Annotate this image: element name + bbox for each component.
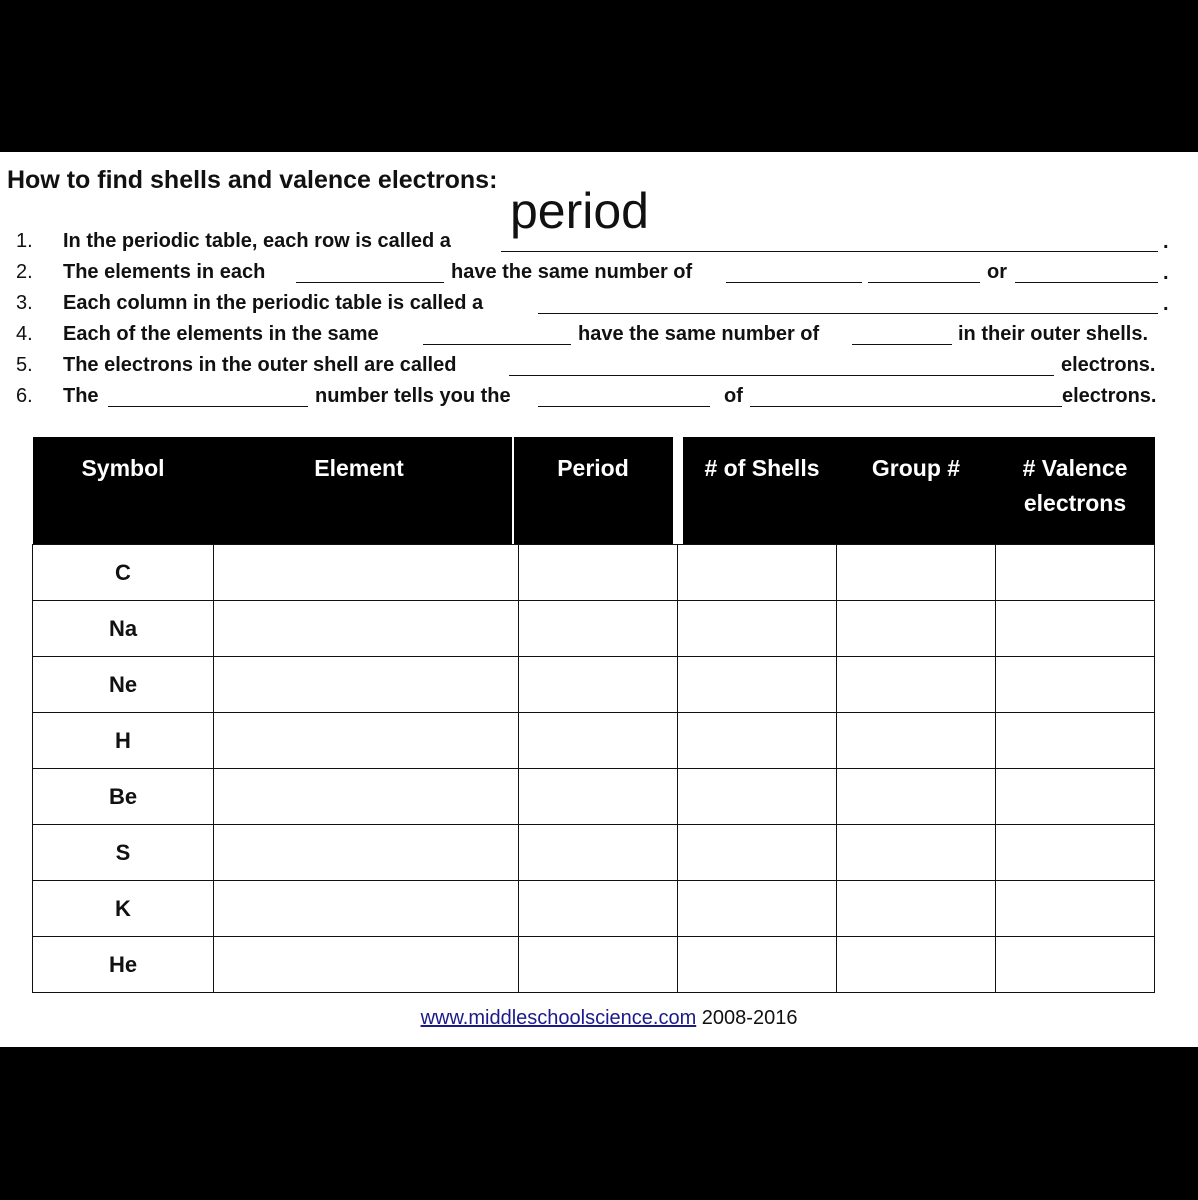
question-text: The elements in each [63,261,266,283]
answer-cell[interactable] [678,601,837,657]
answer-cell[interactable] [519,825,678,881]
question-text: electrons. [1062,385,1157,407]
answer-cell[interactable] [996,937,1155,993]
elements-table [32,437,1155,993]
answer-cell[interactable] [214,657,519,713]
table-row [33,713,1155,769]
answer-blank[interactable] [108,406,308,407]
question-number: 1. [16,230,33,252]
answer-blank[interactable] [750,406,1062,407]
column-header: # Valence electrons [996,437,1155,545]
question-text: Each of the elements in the same [63,323,379,345]
footer [10,1007,1198,1030]
answer-cell[interactable] [837,937,996,993]
symbol-cell: K [33,881,214,937]
answer-blank[interactable] [423,344,571,345]
table-row [33,825,1155,881]
question-text: or [987,261,1007,283]
answer-cell[interactable] [678,713,837,769]
symbol-cell: Na [33,601,214,657]
table-row [33,937,1155,993]
worksheet-title: How to find shells and valence electrons: [7,166,498,194]
table-row [33,881,1155,937]
answer-blank[interactable] [296,282,444,283]
answer-cell[interactable] [678,545,837,601]
symbol-cell: Be [33,769,214,825]
answer-cell[interactable] [837,769,996,825]
question-number: 4. [16,323,33,345]
table-row [33,545,1155,601]
question-2 [0,256,1198,287]
symbol-cell: S [33,825,214,881]
question-5 [0,349,1198,380]
answer-cell[interactable] [996,713,1155,769]
question-text: have the same number of [578,323,820,345]
column-header: Symbol [33,437,214,545]
answer-cell[interactable] [214,601,519,657]
answer-blank[interactable] [868,282,980,283]
answer-blank[interactable] [726,282,862,283]
question-period-mark: . [1163,293,1169,315]
question-number: 3. [16,292,33,314]
question-number: 2. [16,261,33,283]
answer-cell[interactable] [837,545,996,601]
answer-cell[interactable] [996,881,1155,937]
question-text: have the same number of [451,261,693,283]
answer-cell[interactable] [996,601,1155,657]
answer-cell[interactable] [519,545,678,601]
answer-cell[interactable] [214,545,519,601]
question-6 [0,380,1198,411]
answer-cell[interactable] [678,657,837,713]
answer-cell[interactable] [996,769,1155,825]
answer-cell[interactable] [519,657,678,713]
answer-cell[interactable] [678,937,837,993]
answer-cell[interactable] [519,601,678,657]
answer-blank[interactable] [852,344,952,345]
table-row [33,657,1155,713]
symbol-cell: Ne [33,657,214,713]
answer-cell[interactable] [837,601,996,657]
question-text: number tells you the [315,385,511,407]
question-text: of [724,385,743,407]
symbol-cell: He [33,937,214,993]
answer-cell[interactable] [519,937,678,993]
answer-cell[interactable] [214,881,519,937]
answer-cell[interactable] [837,657,996,713]
symbol-cell: C [33,545,214,601]
answer-blank[interactable] [538,406,710,407]
column-header: # of Shells [683,437,842,545]
answer-cell[interactable] [214,937,519,993]
answer-blank[interactable] [501,251,1158,252]
answer-cell[interactable] [837,713,996,769]
answer-cell[interactable] [214,713,519,769]
answer-cell[interactable] [996,657,1155,713]
answer-cell[interactable] [519,769,678,825]
answer-blank[interactable] [538,313,1158,314]
answer-cell[interactable] [996,545,1155,601]
footer-link[interactable]: www.middleschoolscience.com [420,1007,697,1029]
table-row [33,769,1155,825]
question-3 [0,287,1198,318]
handwritten-answer: period [510,183,649,239]
answer-cell[interactable] [837,881,996,937]
answer-cell[interactable] [678,881,837,937]
column-header: Group # [837,437,996,545]
answer-cell[interactable] [214,825,519,881]
question-text: The [63,385,99,407]
question-period-mark: . [1163,231,1169,253]
answer-cell[interactable] [678,825,837,881]
column-header: Period [514,437,673,545]
answer-cell[interactable] [837,825,996,881]
worksheet-page [0,152,1198,1047]
answer-blank[interactable] [1015,282,1158,283]
question-text: The electrons in the outer shell are called [63,354,457,376]
table-header-row [33,437,1155,545]
answer-cell[interactable] [996,825,1155,881]
symbol-cell: H [33,713,214,769]
question-4 [0,318,1198,349]
answer-blank[interactable] [509,375,1054,376]
question-text: Each column in the periodic table is called a [63,292,484,314]
footer-years: 2008-2016 [696,1007,798,1029]
question-number: 5. [16,354,33,376]
answer-cell[interactable] [519,713,678,769]
answer-cell[interactable] [519,881,678,937]
column-header: Element [207,437,512,545]
answer-cell[interactable] [678,769,837,825]
question-number: 6. [16,385,33,407]
answer-cell[interactable] [214,769,519,825]
question-period-mark: . [1163,262,1169,284]
question-text: In the periodic table, each row is called a [63,230,451,252]
question-text: electrons. [1061,354,1156,376]
table-row [33,601,1155,657]
question-text: in their outer shells. [958,323,1149,345]
